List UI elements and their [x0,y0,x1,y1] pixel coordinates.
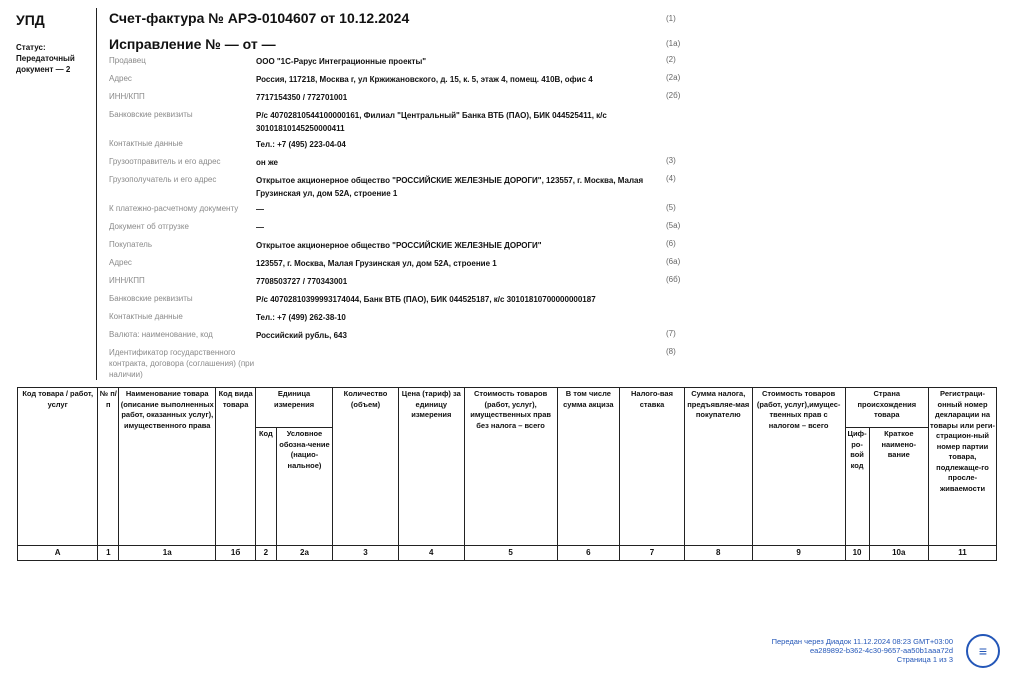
field-value: — [256,223,264,232]
th-decl: Регистраци-онный номер декларации на товары или реги-страцион-ный номер партии товара, подлежаще-го просле-живаемости [929,388,997,546]
field-row [109,91,709,106]
field-row [109,311,709,326]
field-row [109,275,709,290]
column-index: 8 [684,546,752,561]
field-label: К платежно-расчетному документу [109,204,239,213]
goods-table [17,387,997,561]
field-ref: (6) [666,239,676,248]
stamp-line-1: Передан через Диадок 11.12.2024 08:23 GMT+03:00 [771,637,953,646]
column-index: 1б [216,546,256,561]
title-ref: (1) [666,14,676,23]
th-cost: Стоимость товаров (работ, услуг), имущественных прав без налога – всего [464,388,557,546]
field-value: 7708503727 / 770343001 [256,277,348,286]
field-row [109,203,709,218]
field-ref: (6а) [666,257,681,266]
field-value: Открытое акционерное общество "РОССИЙСКИЕ ЖЕЛЕЗНЫЕ ДОРОГИ" [256,241,542,250]
column-index: 2 [255,546,276,561]
field-label: Идентификатор государственного контракта, договора (соглашения) (при наличии) [109,348,255,379]
field-ref: (5а) [666,221,681,230]
th-country-code: Циф-ро-вой код [845,428,869,546]
field-value: Открытое акционерное общество "РОССИЙСКИЕ ЖЕЛЕЗНЫЕ ДОРОГИ", 123557, г. Москва, Малая Грузинская ул, дом 52А, строение 1 [256,176,644,198]
field-label: Контактные данные [109,312,183,321]
field-row [109,138,709,153]
column-index: 10 [845,546,869,561]
column-index: 10а [869,546,929,561]
field-label: Покупатель [109,240,152,249]
column-index: 2а [276,546,332,561]
column-index: 1 [98,546,119,561]
edo-stamp [772,637,953,664]
column-index-row [18,546,997,561]
field-label: Контактные данные [109,139,183,148]
th-price: Цена (тариф) за единицу измерения [398,388,464,546]
field-value: ООО "1С-Рарус Интеграционные проекты" [256,57,427,66]
divider [96,8,97,380]
field-row [109,239,709,254]
field-row [109,257,709,272]
field-ref: (6б) [666,275,681,284]
column-index: 11 [929,546,997,561]
left-panel [16,12,92,75]
field-ref: (3) [666,156,676,165]
field-value: Российский рубль, 643 [256,331,347,340]
th-kind: Код вида товара [216,388,256,546]
field-label: ИНН/КПП [109,276,145,285]
field-value: Тел.: +7 (495) 223-04-04 [256,140,346,149]
column-index: 5 [464,546,557,561]
field-value: 7717154350 / 772701001 [256,93,348,102]
th-country: Страна происхождения товара [845,388,929,428]
diadoc-logo-icon: ≡ [966,634,1000,668]
correction-title: Исправление № — от — [109,36,276,52]
th-code: Код товара / работ, услуг [18,388,98,546]
th-country-name: Краткое наимено-вание [869,428,929,546]
column-index: 6 [557,546,620,561]
th-unit-name: Условное обозна-чение (нацио-нальное) [276,428,332,546]
field-value: Тел.: +7 (499) 262-38-10 [256,313,346,322]
field-ref: (2б) [666,91,681,100]
column-index: 4 [398,546,464,561]
stamp-line-2: ea289892-b362-4c30-9657-aa50b1aaa72d [809,646,953,655]
column-index: 1а [119,546,216,561]
field-value: он же [256,158,278,167]
field-row [109,55,709,70]
field-label: Документ об отгрузке [109,222,189,231]
field-value: 123557, г. Москва, Малая Грузинская ул, дом 52А, строение 1 [256,259,497,268]
th-total: Стоимость товаров (работ, услуг),имущес-твенных прав с налогом – всего [752,388,845,546]
column-index: 9 [752,546,845,561]
field-label: Банковские реквизиты [109,294,193,303]
field-value: Р/с 40702810399993174044, Банк ВТБ (ПАО), БИК 044525187, к/с 30101810700000000187 [256,295,596,304]
field-label: Адрес [109,258,132,267]
field-ref: (5) [666,203,676,212]
requisites [109,55,709,383]
column-index: А [18,546,98,561]
doc-status: Статус: Передаточный документ — 2 [16,43,75,74]
th-rate: Налого-вая ставка [620,388,685,546]
th-unit-code: Код [255,428,276,546]
field-row [109,174,709,200]
field-label: Банковские реквизиты [109,110,193,119]
field-row [109,293,709,308]
correction-ref: (1а) [666,39,681,48]
field-label: Грузоотправитель и его адрес [109,157,221,166]
field-label: Валюта: наименование, код [109,330,213,339]
page-title: Счет-фактура № АРЭ-0104607 от 10.12.2024 [109,10,410,26]
field-ref: (4) [666,174,676,183]
field-value [256,347,656,380]
th-qty: Количество (объем) [333,388,399,546]
field-row [109,329,709,344]
field-label: ИНН/КПП [109,92,145,101]
stamp-line-3: Страница 1 из 3 [896,655,953,664]
column-index: 7 [620,546,685,561]
doc-type: УПД [16,12,45,28]
th-num: № п/п [98,388,119,546]
field-row [109,109,709,135]
field-value: Р/с 40702810544100000161, Филиал "Центральный" Банка ВТБ (ПАО), БИК 044525411, к/с 30101810145250000411 [256,111,607,133]
field-row [109,347,709,380]
th-unit: Единица измерения [255,388,332,428]
th-tax: Сумма налога, предъявляе-мая покупателю [684,388,752,546]
field-label: Грузополучатель и его адрес [109,175,217,184]
field-ref: (2) [666,55,676,64]
field-label: Адрес [109,74,132,83]
column-index: 3 [333,546,399,561]
field-row [109,156,709,171]
field-value: — [256,205,264,214]
field-value: Россия, 117218, Москва г, ул Кржижановского, д. 15, к. 5, этаж 4, помещ. 410В, офис 4 [256,75,593,84]
field-label: Продавец [109,56,146,65]
th-excise: В том числе сумма акциза [557,388,620,546]
field-ref: (7) [666,329,676,338]
field-ref: (2а) [666,73,681,82]
field-row [109,221,709,236]
field-row [109,73,709,88]
th-name: Наименование товара (описание выполненных работ, оказанных услуг), имущественного права [119,388,216,546]
field-ref: (8) [666,347,676,356]
